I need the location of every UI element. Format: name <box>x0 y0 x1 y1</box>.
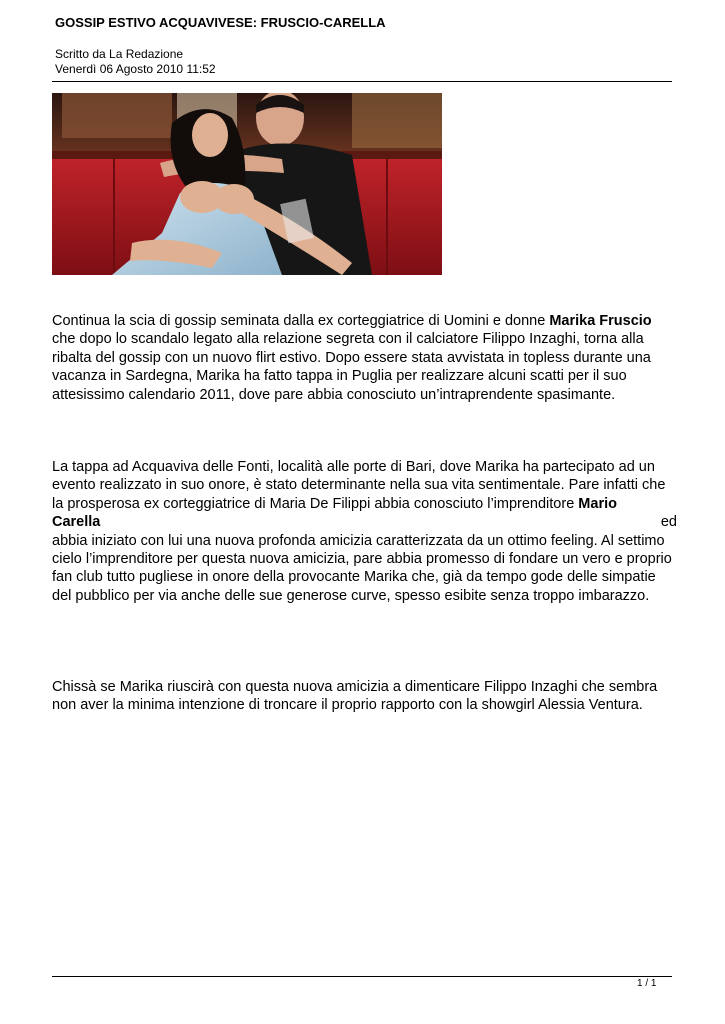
paragraph-closing: Chissà se Marika riuscirà con questa nuova amicizia a dimenticare Filippo Inzaghi che sembra non aver la minima intenzione di troncare il proprio rapporto con la showgirl Alessia Ventura. <box>52 679 658 714</box>
paragraph-acquaviva-text-a: La tappa ad Acquaviva delle Fonti, località alle porte di Bari, dove Marika ha partecipato ad un evento realizzato in suo onore, è stato determinante nella sua vita sentimentale. Pare infatti che la prosperosa ex corteggiatrice di Maria De Filippi abbia conosciuto l’imprenditore <box>52 459 666 512</box>
name-carella: Carella <box>52 514 101 531</box>
footer-divider <box>52 976 672 977</box>
paragraph-intro-text-b: che dopo lo scandalo legato alla relazione segreta con il calciatore Filippo Inzaghi, torna alla ribalta del gossip con un nuovo flirt estivo. Dopo essere stata avvistata in topless durante una vacanza in Sardegna, Marika ha fatto tappa in Puglia per realizzare alcuni scatti per il suo attesissimo calendario 2011, dove pare abbia conosciuto un’intraprendente spasimante. <box>52 331 651 403</box>
word-ed: ed <box>660 514 677 531</box>
paragraph-acquaviva-opening <box>52 458 677 513</box>
name-marika-fruscio: Marika Fruscio <box>549 313 652 329</box>
paragraph-acquaviva <box>52 458 677 605</box>
article-photo <box>52 93 442 275</box>
article-author: Scritto da La Redazione <box>55 47 184 61</box>
page-number: 1 / 1 <box>637 978 657 989</box>
paragraph-intro-text-a: Continua la scia di gossip seminata dalla ex corteggiatrice di Uomini e donne <box>52 313 550 329</box>
photo-illustration <box>52 93 442 275</box>
paragraph-acquaviva-justified-line <box>52 513 677 531</box>
article-title: GOSSIP ESTIVO ACQUAVIVESE: FRUSCIO-CARELLA <box>55 15 386 30</box>
name-mario: Mario <box>578 495 617 512</box>
header-divider <box>52 81 672 82</box>
paragraph-intro <box>52 312 677 404</box>
paragraph-acquaviva-text-b: abbia iniziato con lui una nuova profonda amicizia caratterizzata da un ottimo feeling. Al settimo cielo l’imprenditore per questa nuova amicizia, pare abbia promesso di fondare un vero e proprio fan club tutto pugliese in onore della provocante Marika che, già da tempo gode delle simpatie del pubblico per via anche delle sue generose curve, spesso esibite senza troppo imbarazzo. <box>52 532 672 604</box>
article-date: Venerdì 06 Agosto 2010 11:52 <box>55 62 216 76</box>
